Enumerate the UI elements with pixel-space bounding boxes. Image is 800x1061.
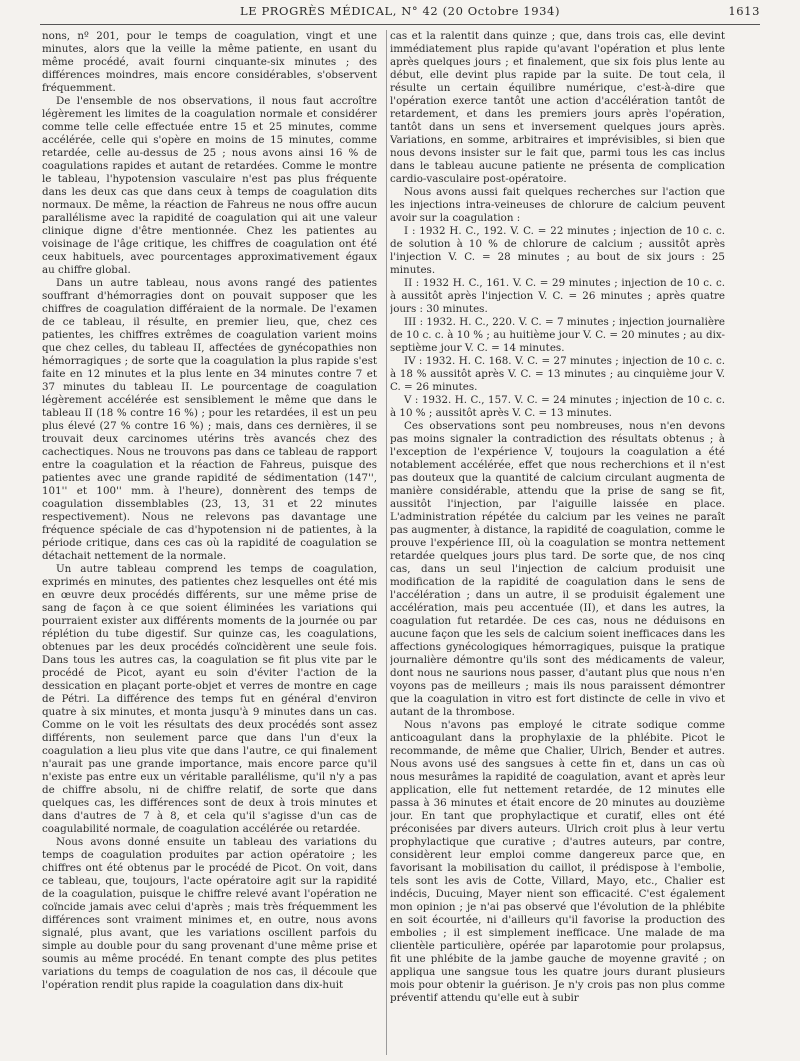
paragraph: De l'ensemble de nos observations, il nous faut accroître légèrement les limites de la coagulation normale et considérer comme telle celle effectuée entre 15 et 25 minutes, comme accélérée, celle qui s'opère en moins de 15 minutes, comme retardée, celle au-dessus de 25 ; nous avons ainsi 16 % de coagulations rapides et autant de retardées. Comme le montre le tableau, l'hypotension vasculaire n'est pas plus fréquente dans les deux cas que dans ceux à temps de coagulation dits normaux. De même, la réaction de Fahreus ne nous offre aucun parallélisme avec la rapidité de coagulation qui ait une valeur clinique digne d'être mentionnée. Chez les patientes au voisinage de l'âge critique, les chiffres de coagulation ont été ceux habituels, avec pourcentages approximativement égaux au chiffre global. — [42, 95, 377, 276]
paragraph: II : 1932 H. C., 161. V. C. = 29 minutes ; injection de 10 c. c. à aussitôt après l'injection V. C. = 26 minutes ; après quatre jours : 30 minutes. — [390, 277, 725, 315]
paragraph: V : 1932. H. C., 157. V. C. = 24 minutes ; injection de 10 c. c. à 10 % ; aussitôt après V. C. = 13 minutes. — [390, 394, 725, 419]
page-number: 1613 — [728, 4, 760, 18]
right-column — [390, 30, 725, 1055]
paragraph: I : 1932 H. C., 192. V. C. = 22 minutes ; injection de 10 c. c. de solution à 10 % de chlorure de calcium ; aussitôt après l'injection V. C. = 28 minutes ; au bout de six jours : 25 minutes. — [390, 225, 725, 276]
paragraph: nons, nº 201, pour le temps de coagulation, vingt et une minutes, alors que la veille la même patiente, en usant du même procédé, avait fourni cinquante-six minutes ; des différences moindres, mais encore considérables, s'observent fréquemment. — [42, 30, 377, 94]
paragraph: Nous avons aussi fait quelques recherches sur l'action que les injections intra-veineuses de chlorure de calcium peuvent avoir sur la coagulation : — [390, 186, 725, 224]
paragraph: IV : 1932. H. C. 168. V. C. = 27 minutes ; injection de 10 c. c. à 18 % aussitôt après V. C. = 13 minutes ; au cinquième jour V. C. = 26 minutes. — [390, 355, 725, 393]
paragraph: Nous avons donné ensuite un tableau des variations du temps de coagulation produites par action opératoire ; les chiffres ont été obtenus par le procédé de Picot. On voit, dans ce tableau, que, toujours, l'acte opératoire agit sur la rapidité de la coagulation, puisque le chiffre relevé avant l'opération ne coïncide jamais avec celui d'après ; mais très fréquemment les différences sont vraiment minimes et, en outre, nous avons signalé, plus avant, que les variations oscillent parfois du simple au double pour du sang provenant d'une même prise et soumis au même procédé. En tenant compte des plus petites variations du temps de coagulation de nos cas, il découle que l'opération rendit plus rapide la coagulation dans dix-huit — [42, 836, 377, 991]
running-header — [40, 2, 760, 20]
left-column — [42, 30, 377, 1055]
journal-title: LE PROGRÈS MÉDICAL, N° 42 (20 Octobre 1934) — [239, 4, 561, 18]
paragraph: Nous n'avons pas employé le citrate sodique comme anticoagulant dans la prophylaxie de la phlébite. Picot le recommande, de même que Chalier, Ulrich, Bender et autres. Nous avons usé des sangsues à cette fin et, dans un cas où nous mesurâmes la rapidité de coagulation, avant et après leur application, elle fut nettement retardée, de 12 minutes elle passa à 36 minutes et était encore de 20 minutes au douzième jour. En tant que prophylactique et curatif, elles ont été préconisées par divers auteurs. Ulrich croit plus à leur vertu prophylactique que curative ; d'autres auteurs, par contre, considèrent leur emploi comme dangereux parce que, en favorisant la mobilisation du caillot, il prédispose à l'embolie, tels sont les avis de Cotte, Villard, Mayo, etc., Chalier est indécis, Ducuing, Mayer nient son efficacité. C'est également mon opinion ; je n'ai pas observé que l'évolution de la phlébite en soit écourtée, ni d'ailleurs qu'il favorise la production des embolies ; il est simplement inefficace. Une malade de ma clientèle particulière, opérée par laparotomie pour prolapsus, fit une phlébite de la jambe gauche de moyenne gravité ; on appliqua une sangsue tous les quatre jours durant plusieurs mois pour obtenir la guérison. Je n'y crois pas non plus comme préventif attendu qu'elle eut à subir — [390, 719, 725, 1004]
paragraph: Dans un autre tableau, nous avons rangé des patientes souffrant d'hémorragies dont on pouvait supposer que les chiffres de coagulation différaient de la normale. De l'examen de ce tableau, il résulte, en premier lieu, que, chez ces patientes, les chiffres extrêmes de coagulation varient moins que chez celles, du tableau II, affectées de gynécopathies non hémorragiques ; de sorte que la coagulation la plus rapide s'est faite en 12 minutes et la plus lente en 34 minutes contre 7 et 37 minutes du tableau II. Le pourcentage de coagulation légèrement accélérée est sensiblement le même que dans le tableau II (18 % contre 16 %) ; pour les retardées, il est un peu plus élevé (27 % contre 16 %) ; mais, dans ces dernières, il se trouvait deux carcinomes utérins très avancés chez des cachectiques. Nous ne trouvons pas dans ce tableau de rapport entre la coagulation et la réaction de Fahreus, puisque des patientes avec une grande rapidité de sédimentation (147'', 101'' et 100'' mm. à l'heure), donnèrent des temps de coagulation dissemblables (23, 13, 31 et 22 minutes respectivement). Nous ne relevons pas davantage une fréquence spéciale de cas d'hypotension ni de patientes, à la période critique, dans ces cas où la rapidité de coagulation se détachait nettement de la normale. — [42, 277, 377, 562]
paragraph: Ces observations sont peu nombreuses, nous n'en devons pas moins signaler la contradiction des résultats obtenus ; à l'exception de l'expérience V, toujours la coagulation a été notablement accélérée, effet que nous recherchions et il n'est pas douteux que la quantité de calcium circulant augmenta de manière considérable, attendu que la prise de sang se fit, aussitôt l'injection, par l'aiguille laissée en place. L'administration répétée du calcium par les veines ne paraît pas augmenter, à distance, la rapidité de coagulation, comme le prouve l'expérience III, où la coagulation se montra nettement retardée quelques jours plus tard. De sorte que, de nos cinq cas, dans un seul l'injection de calcium produisit une modification de la rapidité de coagulation dans le sens de l'accélération ; dans un autre, il se produisit également une accélération, mais peu accentuée (II), et dans les autres, la coagulation fut retardée. De ces cas, nous ne déduisons en aucune façon que les sels de calcium soient inefficaces dans les affections gynécologiques hémorragiques, puisque la pratique journalière démontre qu'ils sont des médicaments de valeur, dont nous ne saurions nous passer, d'autant plus que nous n'en voyons pas de meilleurs ; mais ils nous paraissent démontrer que la coagulation in vitro est fort distincte de celle in vivo et autant de la thrombose. — [390, 420, 725, 718]
paragraph: cas et la ralentit dans quinze ; que, dans trois cas, elle devint immédiatement plus rapide qu'avant l'opération et plus lente après quelques jours ; et finalement, que six fois plus lente au début, elle devint plus rapide par la suite. De tout cela, il résulte un certain équilibre numérique, c'est-à-dire que l'opération exerce tantôt une action d'accélération tantôt de retardement, et dans les premiers jours après l'opération, tantôt dans un sens et inversement quelques jours après. Variations, en somme, arbitraires et imprévisibles, si bien que nous devons insister sur le fait que, parmi tous les cas inclus dans le tableau aucune patiente ne présenta de complication cardio-vasculaire post-opératoire. — [390, 30, 725, 185]
paragraph: Un autre tableau comprend les temps de coagulation, exprimés en minutes, des patientes chez lesquelles ont été mis en œuvre deux procédés différents, sur une même prise de sang de façon à ce que soient éliminées les variations qui pourraient exister aux différents moments de la journée ou par réplétion du tube digestif. Sur quinze cas, les coagulations, obtenues par les deux procédés coïncidèrent une seule fois. Dans tous les autres cas, la coagulation se fit plus vite par le procédé de Picot, ayant eu soin d'éviter l'action de la dessication en plaçant porte-objet et verres de montre en cage de Pétri. La différence des temps fut en général d'environ quatre à six minutes, et monta jusqu'à 9 minutes dans un cas. Comme on le voit les résultats des deux procédés sont assez différents, non seulement parce que dans l'un d'eux la coagulation a lieu plus vite que dans l'autre, ce qui finalement n'aurait pas une grande importance, mais encore parce qu'il n'existe pas entre eux un véritable parallélisme, qu'il n'y a pas de chiffre absolu, ni de chiffre relatif, de sorte que dans quelques cas, les différences sont de deux à trois minutes et dans d'autres de 7 à 8, et cela qu'il s'agisse d'un cas de coagulabilité normale, de coagulation accélérée ou retardée. — [42, 563, 377, 835]
header-rule — [40, 24, 760, 25]
column-divider — [386, 30, 387, 1055]
paragraph: III : 1932. H. C., 220. V. C. = 7 minutes ; injection journalière de 10 c. c. à 10 % ; au huitième jour V. C. = 20 minutes ; au dix-septième jour V. C. = 14 minutes. — [390, 316, 725, 354]
